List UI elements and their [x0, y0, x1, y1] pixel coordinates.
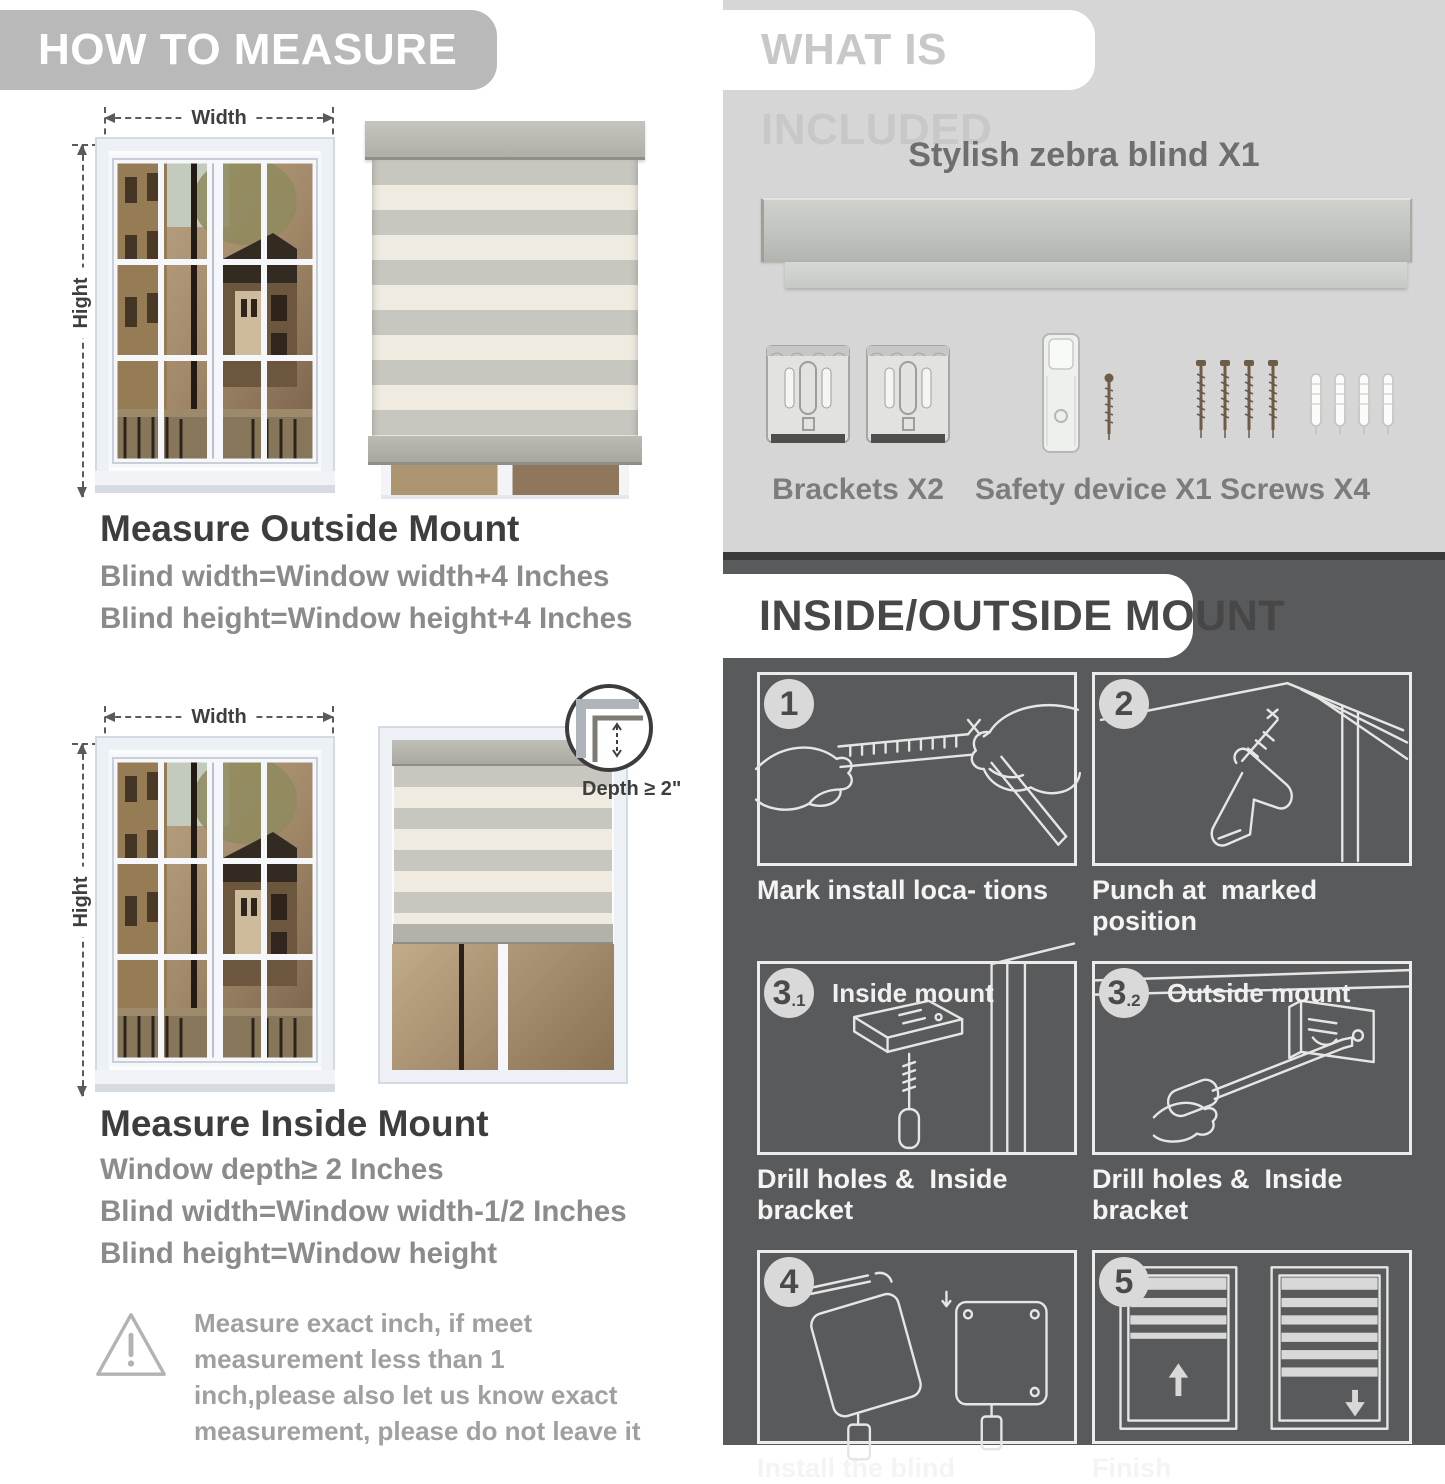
- blind-stripes: [394, 766, 612, 924]
- window-glass: [392, 944, 614, 1070]
- step-3-1-image: [757, 961, 1077, 1155]
- inside-mount-figure: [60, 700, 700, 1100]
- step-4-caption: Install the blind: [757, 1453, 956, 1483]
- depth-magnifier-circle: [565, 684, 653, 772]
- width-measure-arrow: [105, 706, 333, 728]
- step-3-2: [1092, 961, 1412, 1226]
- inside-mount-title: Measure Inside Mount: [100, 1103, 489, 1144]
- outside-mount-line: Blind height=Window height+4 Inches: [100, 602, 633, 635]
- step-3-1-title: Inside mount: [832, 978, 994, 1008]
- step-5-caption: Finish: [1092, 1453, 1172, 1483]
- warning-text: Measure exact inch, if meet measurement less than 1 inch,please also let us know exact measurement, please do not leave it: [194, 1308, 641, 1446]
- safety-device-label: Safety device X1: [975, 473, 1212, 506]
- installation-steps-grid: [757, 672, 1412, 1484]
- step-1-image: [757, 672, 1077, 866]
- height-measure-arrow: [70, 744, 92, 1096]
- height-measure-arrow: [70, 145, 92, 497]
- step-number-badge: 4: [764, 1257, 814, 1307]
- height-label: Hight: [68, 268, 95, 339]
- outside-mount-figure: [60, 103, 660, 505]
- width-measure-arrow: [105, 107, 333, 129]
- step-2-caption: Punch at marked position: [1092, 875, 1325, 936]
- how-to-measure-title: HOW TO MEASURE: [38, 25, 458, 74]
- blind-cassette-underbar: [785, 262, 1407, 288]
- what-is-included-title: WHAT IS INCLUDED: [761, 25, 993, 154]
- blind-cassette: [365, 121, 645, 160]
- step-3-1: [757, 961, 1077, 1226]
- width-label: Width: [181, 704, 256, 730]
- how-to-measure-header: [0, 10, 497, 90]
- step-5-image: [1092, 1250, 1412, 1444]
- what-is-included-panel: [723, 0, 1445, 552]
- blind-cassette-photo: [761, 198, 1412, 262]
- zebra-blind-outside-photo: [365, 121, 645, 498]
- included-item-screws: [1180, 330, 1410, 507]
- included-item-safety-device: [975, 330, 1212, 507]
- mount-instructions-panel: [723, 552, 1445, 1483]
- depth-label: Depth ≥ 2": [582, 778, 682, 800]
- brackets-icon: [758, 336, 958, 462]
- warning-triangle-icon: [92, 1306, 170, 1382]
- step-4-image: [757, 1250, 1077, 1444]
- step-3-2-title: Outside mount: [1167, 978, 1351, 1008]
- screws-label: Screws X4: [1219, 473, 1371, 506]
- step-2-image: [1092, 672, 1412, 866]
- screws-icon: [1185, 330, 1405, 462]
- blind-stripes: [372, 160, 638, 436]
- inside-mount-line: Blind width=Window width-1/2 Inches: [100, 1195, 627, 1228]
- frame-corner-detail: [569, 688, 649, 768]
- step-2: [1092, 672, 1412, 937]
- step-3-1-caption: Drill holes & Inside bracket: [757, 1164, 1016, 1225]
- step-number-badge: 1: [764, 679, 814, 729]
- step-4: [757, 1250, 1077, 1484]
- outside-mount-line: Blind width=Window width+4 Inches: [100, 560, 610, 593]
- step-number-badge: 3 .1: [764, 968, 814, 1018]
- step-number-badge: 3 .2: [1099, 968, 1149, 1018]
- arrow-down-icon: [77, 487, 87, 498]
- blind-bottom-rail: [393, 924, 613, 944]
- arrow-down-icon: [77, 1086, 87, 1097]
- inside-mount-line: Blind height=Window height: [100, 1237, 498, 1270]
- outside-mount-title: Measure Outside Mount: [100, 508, 520, 549]
- inside-outside-mount-title: INSIDE/OUTSIDE MOUNT: [759, 592, 1286, 640]
- included-item-brackets: [748, 336, 968, 507]
- window-below-blind: [381, 465, 629, 499]
- height-label: Hight: [68, 867, 95, 938]
- step-3-2-image: [1092, 961, 1412, 1155]
- window-photo: [95, 726, 335, 1101]
- what-is-included-header: [723, 10, 1095, 154]
- measurement-warning: [92, 1306, 646, 1450]
- product-label: Stylish zebra blind X1: [908, 136, 1260, 174]
- inside-mount-line: Window depth≥ 2 Inches: [100, 1153, 444, 1186]
- step-1-caption: Mark install loca- tions: [757, 875, 1049, 905]
- brackets-label: Brackets X2: [772, 473, 944, 506]
- safety-device-icon: [985, 330, 1185, 462]
- width-label: Width: [181, 105, 256, 131]
- step-number-badge: 5: [1099, 1257, 1149, 1307]
- blind-bottom-rail: [368, 436, 642, 465]
- step-1: [757, 672, 1077, 937]
- step-3-2-caption: Drill holes & Inside bracket: [1092, 1164, 1351, 1225]
- window-photo: [95, 127, 335, 502]
- step-5: [1092, 1250, 1412, 1484]
- step-number-badge: 2: [1099, 679, 1149, 729]
- inside-outside-mount-header: [723, 574, 1286, 658]
